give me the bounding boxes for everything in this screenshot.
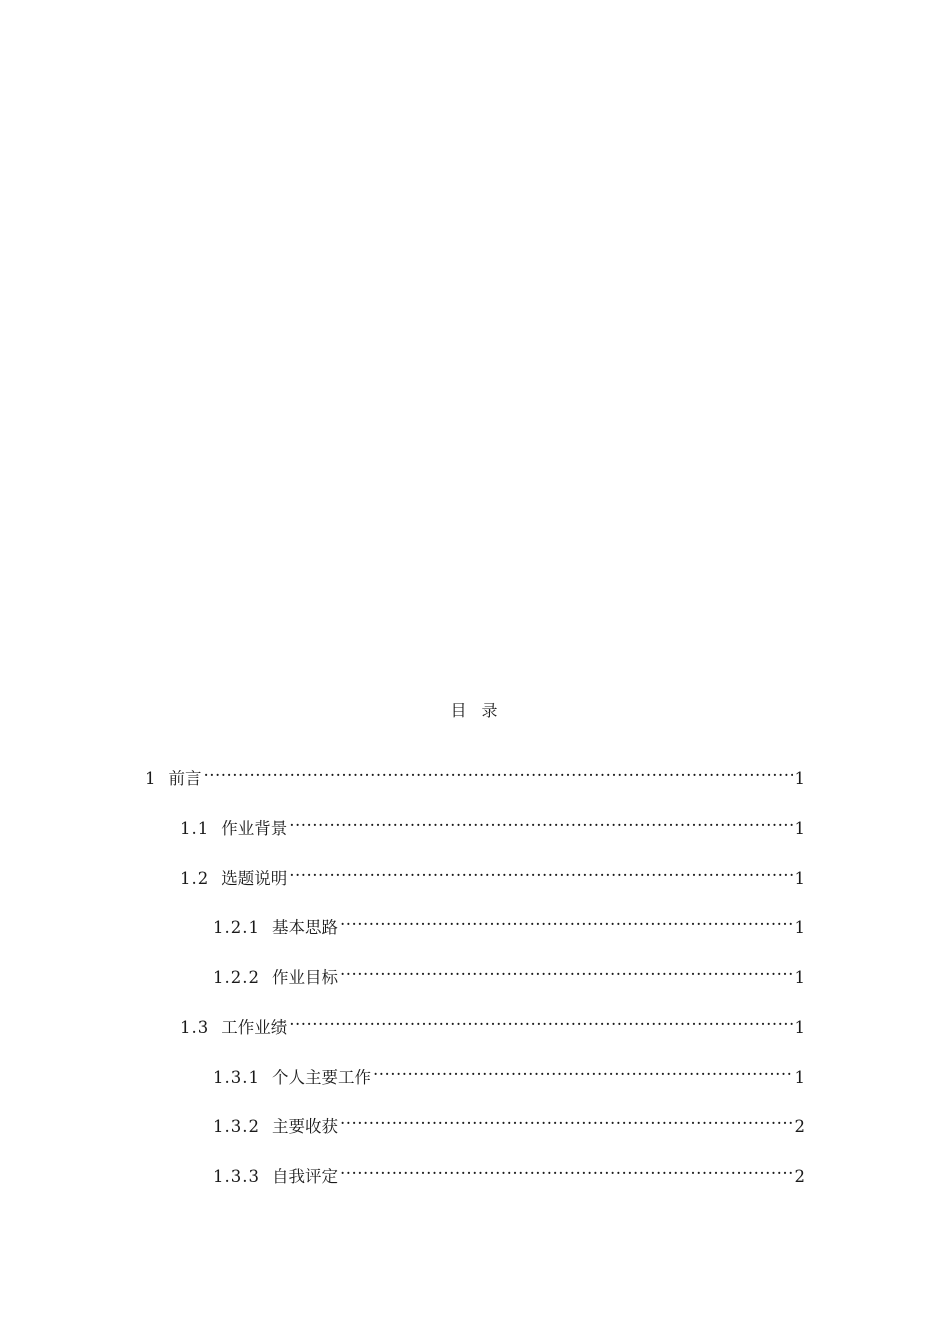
toc-leader-dots xyxy=(289,860,792,884)
toc-entry-page: 1 xyxy=(794,918,805,937)
toc-entry-number: 1.3.3 xyxy=(213,1167,260,1186)
toc-entry-page: 2 xyxy=(794,1167,805,1186)
toc-entry-1-2-2[interactable] xyxy=(213,959,805,987)
toc-entry-page: 1 xyxy=(794,968,805,987)
toc-leader-dots xyxy=(289,810,792,834)
toc-leader-dots xyxy=(340,959,793,983)
toc-entry-number: 1.2.2 xyxy=(213,968,260,987)
toc-entry-1[interactable] xyxy=(145,760,805,788)
toc-entry-number: 1.2.1 xyxy=(213,918,260,937)
toc-leader-dots xyxy=(340,909,793,933)
toc-entry-page: 1 xyxy=(794,819,805,838)
toc-entry-text: 主要收获 xyxy=(271,1117,338,1136)
toc-entry-1-1[interactable] xyxy=(180,810,805,838)
toc-entry-1-3-1[interactable] xyxy=(213,1059,805,1087)
toc-entry-page: 1 xyxy=(794,1068,805,1087)
toc-leader-dots xyxy=(373,1059,793,1083)
toc-entry-page: 1 xyxy=(794,869,805,888)
toc-entry-text: 作业目标 xyxy=(271,968,338,987)
toc-entry-text: 自我评定 xyxy=(271,1167,338,1186)
toc-entry-text: 选题说明 xyxy=(221,869,288,888)
toc-entry-page: 2 xyxy=(794,1117,805,1136)
toc-leader-dots xyxy=(340,1158,793,1182)
toc-leader-dots xyxy=(289,1009,792,1033)
toc-entry-page: 1 xyxy=(794,1018,805,1037)
toc-leader-dots xyxy=(204,760,793,784)
toc-entry-number: 1.3.2 xyxy=(213,1117,260,1136)
toc-entry-1-2-1[interactable] xyxy=(213,909,805,937)
toc-leader-dots xyxy=(340,1108,793,1132)
toc-entry-text: 个人主要工作 xyxy=(271,1068,371,1087)
toc-entry-number: 1 xyxy=(145,769,157,788)
toc-entry-number: 1.1 xyxy=(180,819,210,838)
toc-entry-1-3[interactable] xyxy=(180,1009,805,1037)
toc-entry-text: 工作业绩 xyxy=(221,1018,288,1037)
toc-entry-number: 1.3.1 xyxy=(213,1068,260,1087)
toc-entry-1-2[interactable] xyxy=(180,860,805,888)
toc-entry-page: 1 xyxy=(794,769,805,788)
toc-title: 目 录 xyxy=(450,701,500,720)
toc-entry-number: 1.2 xyxy=(180,869,210,888)
toc-entry-1-3-3[interactable] xyxy=(213,1158,805,1186)
toc-entry-number: 1.3 xyxy=(180,1018,210,1037)
toc-entry-1-3-2[interactable] xyxy=(213,1108,805,1136)
toc-entry-text: 基本思路 xyxy=(271,918,338,937)
toc-entry-text: 作业背景 xyxy=(221,819,288,838)
toc-entry-text: 前言 xyxy=(168,769,202,788)
